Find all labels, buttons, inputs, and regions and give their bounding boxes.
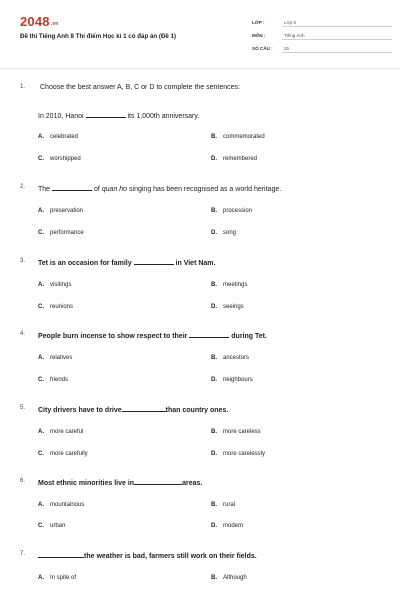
option-d[interactable] [211,523,243,529]
option-letter: A. [38,134,44,140]
option-b[interactable] [211,282,247,288]
meta-subject-value: Tiếng Anh [282,31,392,40]
option-text: preservation [50,208,84,214]
option-d[interactable] [211,377,253,383]
option-text: commemorated [223,134,265,140]
option-a[interactable] [38,429,83,435]
option-text: urban [50,523,66,529]
option-a[interactable] [38,575,76,581]
header-divider [0,68,400,69]
meta-class-label: LỚP : [252,20,265,25]
option-text: meetings [223,282,248,288]
option-c[interactable] [38,523,65,529]
option-text: neighbours [223,377,253,383]
option-a[interactable] [38,134,78,140]
option-letter: B. [211,429,217,435]
option-text: ancestors [223,355,250,361]
logo-text: 2048 [20,14,50,29]
text-after: areas. [182,480,203,487]
text-before: Most ethnic minorities live in [38,480,135,487]
question-number: 5. [20,405,26,411]
option-text: relatives [50,355,73,361]
option-letter: C. [38,523,44,529]
option-b[interactable] [211,134,265,140]
option-a[interactable] [38,502,84,508]
option-d[interactable] [211,304,244,310]
option-letter: C. [38,156,44,162]
option-letter: D. [211,451,217,457]
option-letter: B. [211,355,217,361]
option-c[interactable] [38,230,84,236]
option-letter: A. [38,355,44,361]
answer-blank [86,111,126,118]
option-b[interactable] [211,429,261,435]
meta-subject-row [252,29,392,42]
option-letter: B. [211,502,217,508]
option-text: performance [50,230,84,236]
meta-subject-label: MÔN : [252,33,266,38]
question-text: Choose the best answer A, B, C or D to complete the sentences: [40,84,240,91]
meta-class-row [252,16,392,29]
exam-meta [252,16,392,55]
option-a[interactable] [38,282,71,288]
answer-blank [134,478,182,485]
option-text: friends [50,377,69,383]
answer-blank [38,551,84,558]
exam-title: Đề thi Tiếng Anh 8 Thi điểm Học kì 1 có đáp án (Đề 1) [20,33,177,40]
exam-header [20,14,390,62]
option-letter: B. [211,575,217,581]
option-b[interactable] [211,355,249,361]
option-letter: B. [211,208,217,214]
text-after: than country ones. [165,407,229,414]
text-after: during Tet. [231,333,267,340]
option-b[interactable] [211,575,247,581]
option-text: reunions [50,304,74,310]
text-before: City drivers have to drive [38,407,122,414]
question-number: 2. [20,184,26,190]
question-number: 7. [20,551,26,557]
option-letter: A. [38,282,44,288]
text-after: in Viet Nam. [175,260,216,267]
option-text: visitings [50,282,72,288]
option-letter: B. [211,282,217,288]
text-of: of [93,186,100,193]
meta-class-value: Lớp 8 [282,18,392,27]
text-after: the weather is bad, farmers still work on their fields. [84,553,257,560]
text-italic: quan ho [101,186,128,193]
option-letter: D. [211,523,217,529]
text-before: People burn incense to show respect to their [38,333,188,340]
option-text: mountainous [50,502,85,508]
answer-blank [122,405,166,412]
question-text [38,405,228,414]
option-text: more carelessly [223,451,266,457]
option-a[interactable] [38,355,72,361]
question-text [38,258,215,267]
option-text: Although [223,575,247,581]
question-number: 1. [20,84,26,90]
option-letter: B. [211,134,217,140]
option-a[interactable] [38,208,83,214]
logo-suffix: .vn [50,21,59,27]
question-number: 4. [20,331,26,337]
option-c[interactable] [38,304,73,310]
option-text: more careless [223,429,261,435]
question-number: 3. [20,258,26,264]
option-c[interactable] [38,377,68,383]
option-text: In spite of [50,575,77,581]
option-d[interactable] [211,156,257,162]
meta-count-value: 25 [282,44,392,53]
option-letter: C. [38,304,44,310]
text-before: Tet is an occasion for family [38,260,132,267]
option-text: worshipped [50,156,81,162]
option-text: celebrated [50,134,79,140]
text-after: singing has been recognised as a world heritage. [129,186,282,193]
question-text [38,551,257,560]
option-c[interactable] [38,156,81,162]
option-b[interactable] [211,208,252,214]
meta-count-row [252,42,392,55]
option-text: seeings [223,304,244,310]
answer-blank [189,331,229,338]
option-letter: D. [211,304,217,310]
option-b[interactable] [211,502,235,508]
meta-count-label: SỐ CÂU : [252,46,273,51]
option-letter: C. [38,230,44,236]
question-number: 6. [20,478,26,484]
option-text: procession [223,208,253,214]
option-letter: A. [38,502,44,508]
question-1-sentence [38,111,199,120]
option-d[interactable] [211,230,236,236]
option-text: more careful [50,429,84,435]
question-text [38,184,281,193]
site-logo[interactable] [20,14,59,29]
option-letter: D. [211,156,217,162]
option-letter: A. [38,208,44,214]
option-letter: D. [211,230,217,236]
option-text: remembered [223,156,258,162]
sentence-before: In 2010, Hanoi [38,113,84,120]
sentence-after: its 1,000th anniversary. [127,113,200,120]
option-letter: C. [38,377,44,383]
option-c[interactable] [38,451,88,457]
option-d[interactable] [211,451,265,457]
option-letter: D. [211,377,217,383]
option-letter: C. [38,451,44,457]
option-text: more carefully [50,451,88,457]
question-text [38,331,267,340]
option-text: rural [223,502,236,508]
question-text [38,478,202,487]
answer-blank [52,184,92,191]
option-text: song [223,230,237,236]
option-letter: A. [38,575,44,581]
option-text: modern [223,523,244,529]
answer-blank [134,258,174,265]
text-before: The [38,186,51,193]
option-letter: A. [38,429,44,435]
